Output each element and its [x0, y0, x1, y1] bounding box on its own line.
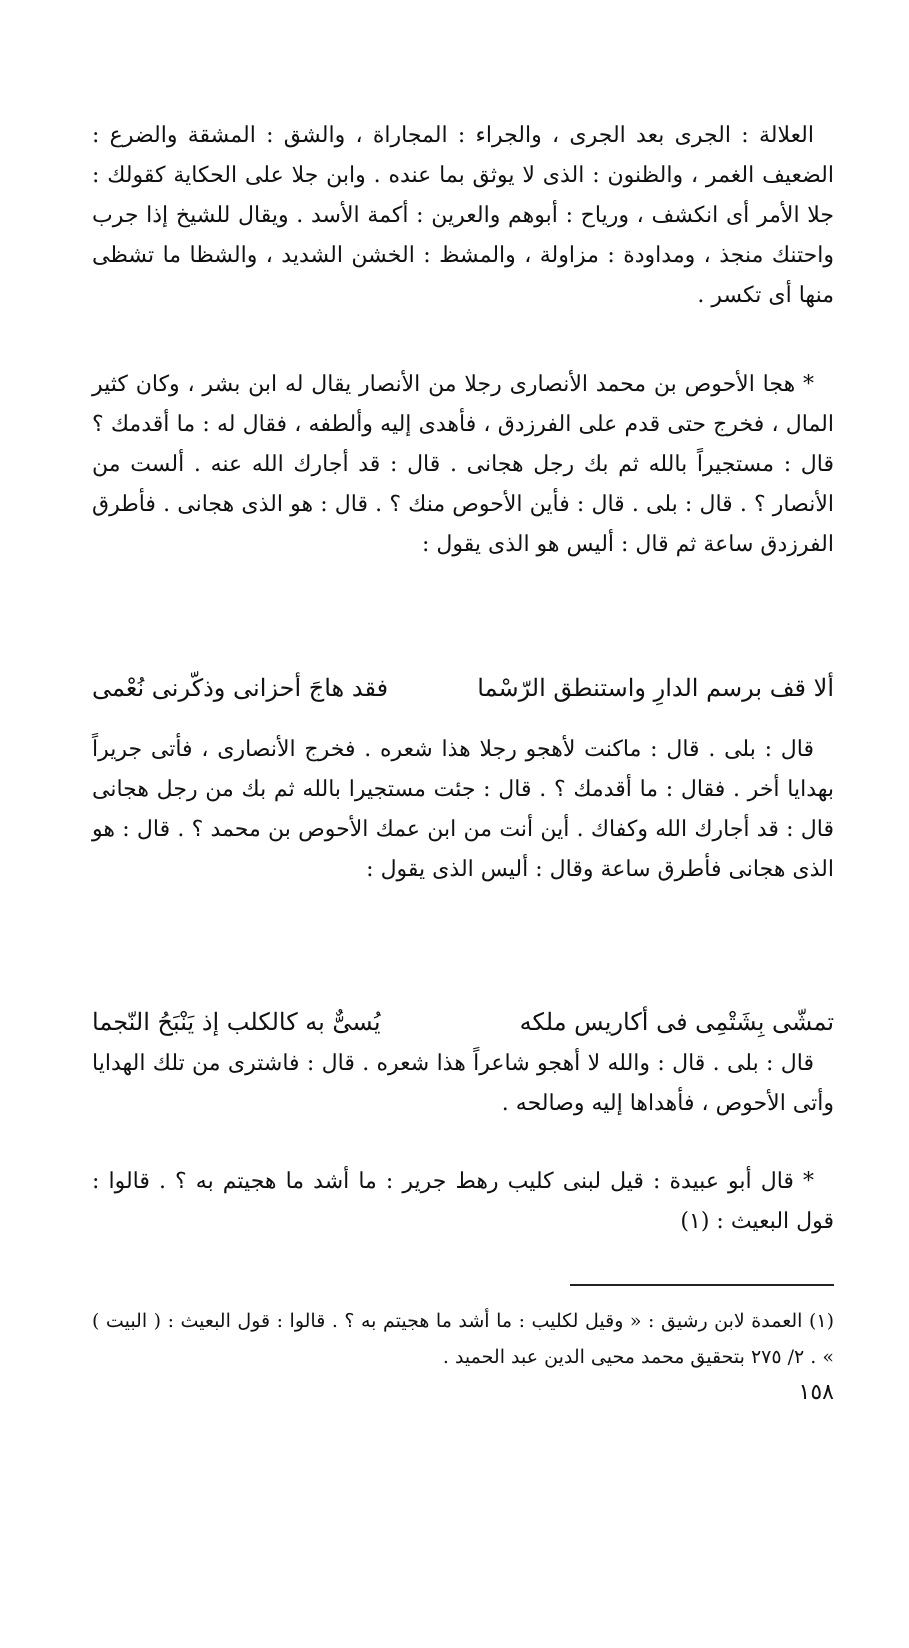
verse-second-hemistich: فقد هاجَ أحزانى وذكّرنى نُعْمى	[92, 674, 389, 702]
verse-second-hemistich: يُسىٌّ به كالكلب إذ يَنْبَحُ النّجما	[92, 1008, 381, 1036]
verse-first-hemistich: ألا قف برسم الدارِ واستنطق الرّسْما	[477, 674, 834, 702]
paragraph-glossary	[92, 116, 834, 316]
paragraph-text: العلالة : الجرى بعد الجرى ، والجراء : المجاراة ، والشق : المشقة والضرع : الضعيف الغمر ، والظنون : الذى لا يوثق بما عنده . وابن جلا على الحكاية كقولك : جلا الأمر أى انكشف ، ورياح : أبوهم والعرين : أكمة الأسد . ويقال للشيخ إذا جرب واحتنك منجذ ، ومداودة : مزاولة ، والمشظ : الخشن الشديد ، والشظا ما تشظى منها أى تكسر .	[92, 123, 834, 308]
verse-line-2	[92, 1002, 834, 1042]
verse-line-1	[92, 668, 834, 708]
page-number: ١٥٨	[798, 1380, 834, 1405]
paragraph-text: قال : بلى . قال : والله لا أهجو شاعراً هذا شعره . قال : فاشترى من تلك الهدايا وأتى الأحوص ، فأهداها إليه وصالحه .	[92, 1051, 834, 1116]
paragraph-anecdote-farazdaq	[92, 365, 834, 565]
footnote-divider	[570, 1284, 834, 1286]
paragraph-text: * هجا الأحوص بن محمد الأنصارى رجلا من الأنصار يقال له ابن بشر ، وكان كثير المال ، فخرج حتى قدم على الفرزدق ، فأهدى إليه وألطفه ، فقال له : ما أقدمك ؟ قال : مستجيراً بالله ثم بك رجل هجانى . قال : قد أجارك الله عنه . ألست من الأنصار ؟ . قال : بلى . قال : فأين الأحوص منك ؟ . قال : هو الذى هجانى . فأطرق الفرزدق ساعة ثم قال : أليس هو الذى يقول :	[92, 372, 834, 557]
footnote: (١) العمدة لابن رشيق : « وقيل لكليب : ما أشد ما هجيتم به ؟ . قالوا : قول البعيث : ( البيت ) » . ٢/ ٢٧٥ بتحقيق محمد محيى الدين عبد الحميد .	[92, 1310, 834, 1368]
paragraph-text: قال : بلى . قال : ماكنت لأهجو رجلا هذا شعره . فخرج الأنصارى ، فأتى جريراً بهدايا أخر . فقال : ما أقدمك ؟ . قال : جئت مستجيرا بالله ثم بك من رجل هجانى قال : قد أجارك الله وكفاك . أين أنت من ابن عمك الأحوص بن محمد ؟ . قال : هو الذى هجانى فأطرق ساعة وقال : أليس الذى يقول :	[92, 737, 834, 882]
paragraph-reconciliation	[92, 1044, 834, 1124]
verse-first-hemistich: تمشّى بِشَتْمِى فى أكاريس ملكه	[519, 1008, 834, 1036]
paragraph-abu-ubayda	[92, 1162, 834, 1242]
paragraph-text: * قال أبو عبيدة : قيل لبنى كليب رهط جرير : ما أشد ما هجيتم به ؟ . قالوا : قول البعيث : (١)	[92, 1169, 834, 1234]
paragraph-anecdote-jarir	[92, 730, 834, 890]
